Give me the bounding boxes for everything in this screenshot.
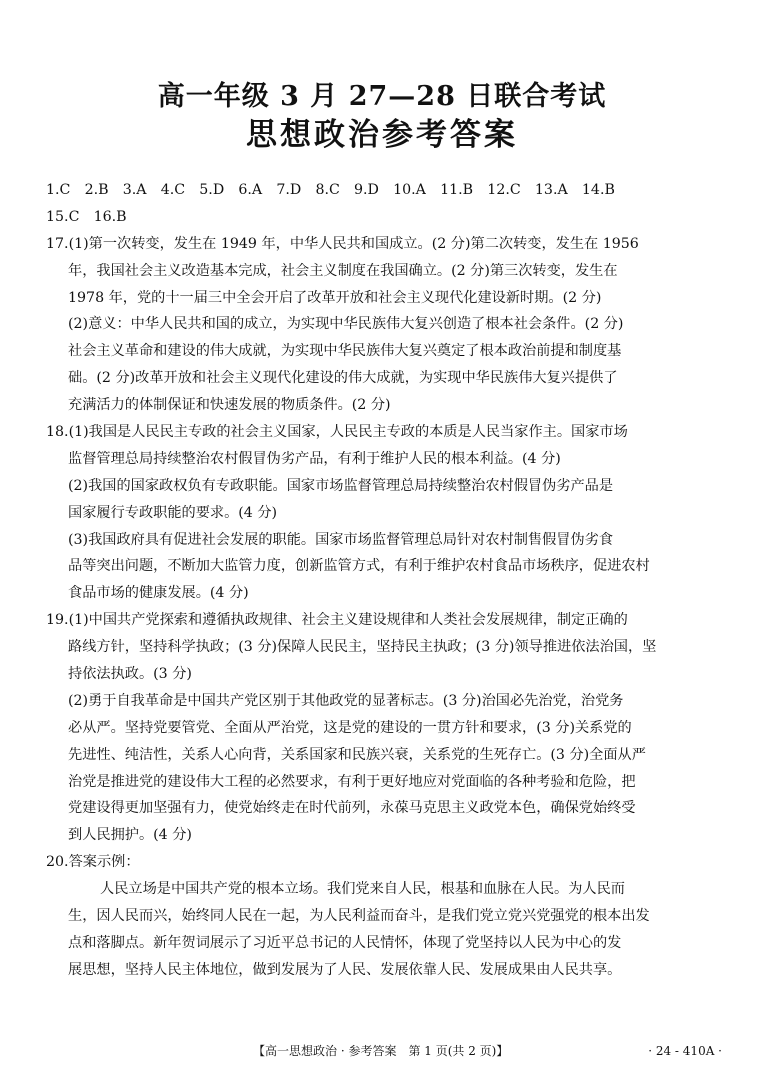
- question-20-answer: [46, 849, 722, 983]
- question-17-answer: [46, 231, 722, 419]
- answer-body: [46, 177, 722, 984]
- q20-line: 点和落脚点。新年贺词展示了习近平总书记的人民情怀，体现了党坚持以人民为中心的发: [68, 934, 622, 951]
- mc-answers-line: 1.C 2.B 3.A 4.C 5.D 6.A 7.D 8.C 9.D 10.A 11.B 12.C 13.A 14.B: [46, 182, 615, 198]
- q18-line: (2)我国的国家政权负有专政职能。国家市场监督管理总局持续整治农村假冒伪劣产品是: [68, 477, 614, 494]
- mc-answers-line: 15.C 16.B: [46, 208, 127, 225]
- q19-line: 党建设得更加坚强有力，使党始终走在时代前列，永葆马克思主义政党本色，确保党始终受: [68, 800, 636, 817]
- q19-line: 持依法执政。(3 分): [68, 666, 192, 683]
- multiple-choice-answers: [46, 177, 722, 231]
- exam-title: 高一年级 3 月 27—28 日联合考试: [157, 81, 607, 112]
- footer-code: · 24 - 410A ·: [648, 1044, 722, 1058]
- answer-key-title: 思想政治参考答案: [246, 117, 518, 153]
- q17-line: (2)意义：中华人民共和国的成立，为实现中华民族伟大复兴创造了根本社会条件。(2 分): [68, 316, 624, 333]
- footer-page-info: 【高一思想政治 · 参考答案 第 1 页(共 2 页)】: [253, 1044, 509, 1058]
- q19-line: 19.(1)中国共产党探索和遵循执政规律、社会主义建设规律和人类社会发展规律，制定正确的: [46, 612, 628, 629]
- q17-line: 1978 年，党的十一届三中全会开启了改革开放和社会主义现代化建设新时期。(2 分): [68, 289, 602, 306]
- q20-line: 生，因人民而兴，始终同人民在一起，为人民利益而奋斗，是我们党立党兴党强党的根本出发: [68, 908, 650, 925]
- q19-line: 先进性、纯洁性，关系人心向背，关系国家和民族兴衰，关系党的生死存亡。(3 分)全面从严: [68, 746, 646, 763]
- q18-line: 食品市场的健康发展。(4 分): [68, 585, 249, 602]
- q17-line: 年，我国社会主义改造基本完成，社会主义制度在我国确立。(2 分)第三次转变，发生在: [68, 262, 618, 279]
- q18-line: 国家履行专政职能的要求。(4 分): [68, 504, 278, 521]
- q20-line: 展思想，坚持人民主体地位，做到发展为了人民、发展依靠人民、发展成果由人民共享。: [68, 961, 622, 978]
- q17-line: 社会主义革命和建设的伟大成就，为实现中华民族伟大复兴奠定了根本政治前提和制度基: [68, 343, 622, 360]
- q17-line: 17.(1)第一次转变，发生在 1949 年，中华人民共和国成立。(2 分)第二次转变，发生在 1956: [46, 235, 639, 252]
- question-19-answer: [46, 607, 722, 849]
- q17-line: 础。(2 分)改革开放和社会主义现代化建设的伟大成就，为实现中华民族伟大复兴提供了: [68, 370, 618, 387]
- q19-line: (2)勇于自我革命是中国共产党区别于其他政党的显著标志。(3 分)治国必先治党，治党务: [68, 692, 624, 709]
- q19-line: 治党是推进党的建设伟大工程的必然要求，有利于更好地应对党面临的各种考验和危险，把: [68, 773, 636, 790]
- q18-line: 品等突出问题，不断加大监管力度，创新监管方式，有利于维护农村食品市场秩序，促进农村: [68, 558, 650, 575]
- q20-line: 人民立场是中国共产党的根本立场。我们党来自人民，根基和血脉在人民。为人民而: [100, 881, 625, 898]
- q19-line: 必从严。坚持党要管党、全面从严治党，这是党的建设的一贯方针和要求，(3 分)关系党的: [68, 719, 632, 736]
- q20-line: 20.答案示例：: [46, 854, 140, 871]
- q18-line: (3)我国政府具有促进社会发展的职能。国家市场监督管理总局针对农村制售假冒伪劣食: [68, 531, 614, 548]
- q18-line: 18.(1)我国是人民民主专政的社会主义国家，人民民主专政的本质是人民当家作主。国家市场: [46, 424, 628, 441]
- q18-line: 监督管理总局持续整治农村假冒伪劣产品，有利于维护人民的根本利益。(4 分): [68, 450, 561, 467]
- q17-line: 充满活力的体制保证和快速发展的物质条件。(2 分): [68, 397, 391, 414]
- q19-line: 到人民拥护。(4 分): [68, 827, 192, 844]
- q19-line: 路线方针，坚持科学执政；(3 分)保障人民民主，坚持民主执政；(3 分)领导推进依法治国，坚: [68, 639, 657, 656]
- question-18-answer: [46, 419, 722, 607]
